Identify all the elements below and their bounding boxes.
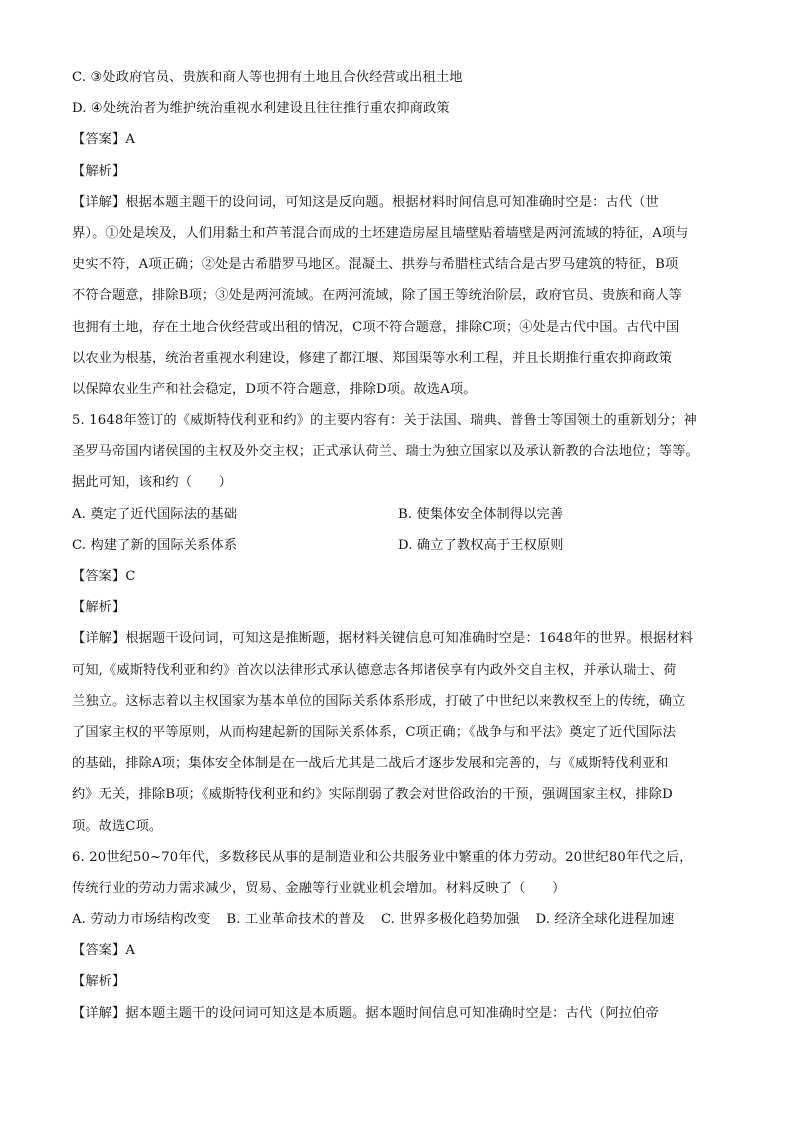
q6-option-d: D. 经济全球化进程加速 bbox=[535, 912, 675, 928]
document-page bbox=[72, 62, 742, 1029]
q6-option-c: C. 世界多极化趋势加强 bbox=[380, 912, 520, 928]
q5-answer: 【答案】C bbox=[72, 569, 136, 584]
q6-options-row bbox=[72, 904, 742, 935]
q4-option-c: C. ③处政府官员、贵族和商人等也拥有土地且合伙经营或出租土地 bbox=[72, 70, 463, 85]
q4-detail-line: 界）。①处是埃及，人们用黏土和芦苇混合而成的土坯建造房屋且墙壁贴着墙壁是两河流域的特征，A项与 bbox=[72, 225, 689, 241]
q5-detail-line: 约》无关，排除B项；《威斯特伐利亚和约》实际削弱了教会对世俗政治的干预，强调国家主权，排除D bbox=[72, 787, 673, 803]
q5-detail-line: 可知,《威斯特伐利亚和约》首次以法律形式承认德意志各邦诸侯享有内政外交自主权，并承认瑞士、荷 bbox=[72, 662, 677, 678]
q6-stem-line: 传统行业的劳动力需求减少，贸易、金融等行业就业机会增加。材料反映了（ ） bbox=[72, 880, 566, 896]
q4-analysis-heading: 【解析】 bbox=[72, 163, 126, 179]
q5-options-row-2 bbox=[72, 530, 742, 561]
q4-detail-line: 史实不符，A项正确；②处是古希腊罗马地区。混凝土、拱券与希腊柱式结合是古罗马建筑的特征，B项 bbox=[72, 257, 679, 273]
q6-option-a: A. 劳动力市场结构改变 bbox=[72, 912, 211, 928]
q6-analysis-heading: 【解析】 bbox=[72, 974, 126, 990]
q5-option-a: A. 奠定了近代国际法的基础 bbox=[72, 506, 238, 522]
q5-detail-line: 的基础，排除A项；集体安全体制是在一战后尤其是二战后才逐步发展和完善的，与《威斯特伐利亚和 bbox=[72, 756, 669, 772]
q5-options-row-1 bbox=[72, 499, 742, 530]
q4-detail-line: 【详解】根据本题主题干的设问词，可知这是反向题。根据材料时间信息可知准确时空是：古代（世 bbox=[72, 194, 659, 210]
q4-detail-line: 也拥有土地，存在土地合伙经营或出租的情况，C项不符合题意，排除C项；④处是古代中国。古代中国 bbox=[72, 319, 680, 335]
q5-detail-line: 【详解】根据题干设问词，可知这是推断题，据材料关键信息可知准确时空是：1648年的世界。根据材料 bbox=[72, 631, 694, 647]
q5-analysis-heading: 【解析】 bbox=[72, 600, 126, 616]
q5-stem-line: 5. 1648年签订的《威斯特伐利亚和约》的主要内容有：关于法国、瑞典、普鲁士等国领土的重新划分；神 bbox=[72, 413, 697, 429]
q5-option-d: D. 确立了教权高于王权原则 bbox=[398, 537, 564, 553]
q5-detail-line: 项。故选C项。 bbox=[72, 818, 163, 834]
q4-detail-line: 以农业为根基，统治者重视水利建设，修建了都江堰、郑国渠等水利工程，并且长期推行重农抑商政策 bbox=[72, 350, 673, 366]
q5-option-c: C. 构建了新的国际关系体系 bbox=[72, 537, 238, 553]
q6-stem-line: 6. 20世纪50~70年代，多数移民从事的是制造业和公共服务业中繁重的体力劳动。20世纪80年代之后， bbox=[72, 849, 693, 865]
q6-option-b: B. 工业革命技术的普及 bbox=[226, 912, 365, 928]
q5-detail-line: 兰独立。这标志着以主权国家为基本单位的国际关系体系形成，打破了中世纪以来教权至上的传统，确立 bbox=[72, 693, 686, 709]
q5-detail-line: 了国家主权的平等原则，从而构建起新的国际关系体系，C项正确；《战争与和平法》奠定了近代国际法 bbox=[72, 724, 676, 740]
q6-answer: 【答案】A bbox=[72, 943, 136, 959]
q5-stem-line: 圣罗马帝国内诸侯国的主权及外交主权；正式承认荷兰、瑞士为独立国家以及承认新教的合法地位；等等。 bbox=[72, 444, 699, 460]
q4-option-d: D. ④处统治者为维护统治重视水利建设且往往推行重农抑商政策 bbox=[72, 101, 450, 117]
q6-detail-line: 【详解】据本题主题干的设问词可知这是本质题。据本题时间信息可知准确时空是：古代（阿拉伯帝 bbox=[72, 1005, 659, 1021]
q4-answer: 【答案】A bbox=[72, 132, 136, 148]
q4-detail-line: 不符合题意，排除B项；③处是两河流域。在两河流域，除了国王等统治阶层，政府官员、贵族和商人等 bbox=[72, 288, 683, 304]
q4-detail-line: 以保障农业生产和社会稳定，D项不符合题意，排除D项。故选A项。 bbox=[72, 381, 477, 397]
q5-option-b: B. 使集体安全体制得以完善 bbox=[398, 506, 564, 522]
q5-stem-line: 据此可知，该和约（ ） bbox=[72, 475, 233, 491]
